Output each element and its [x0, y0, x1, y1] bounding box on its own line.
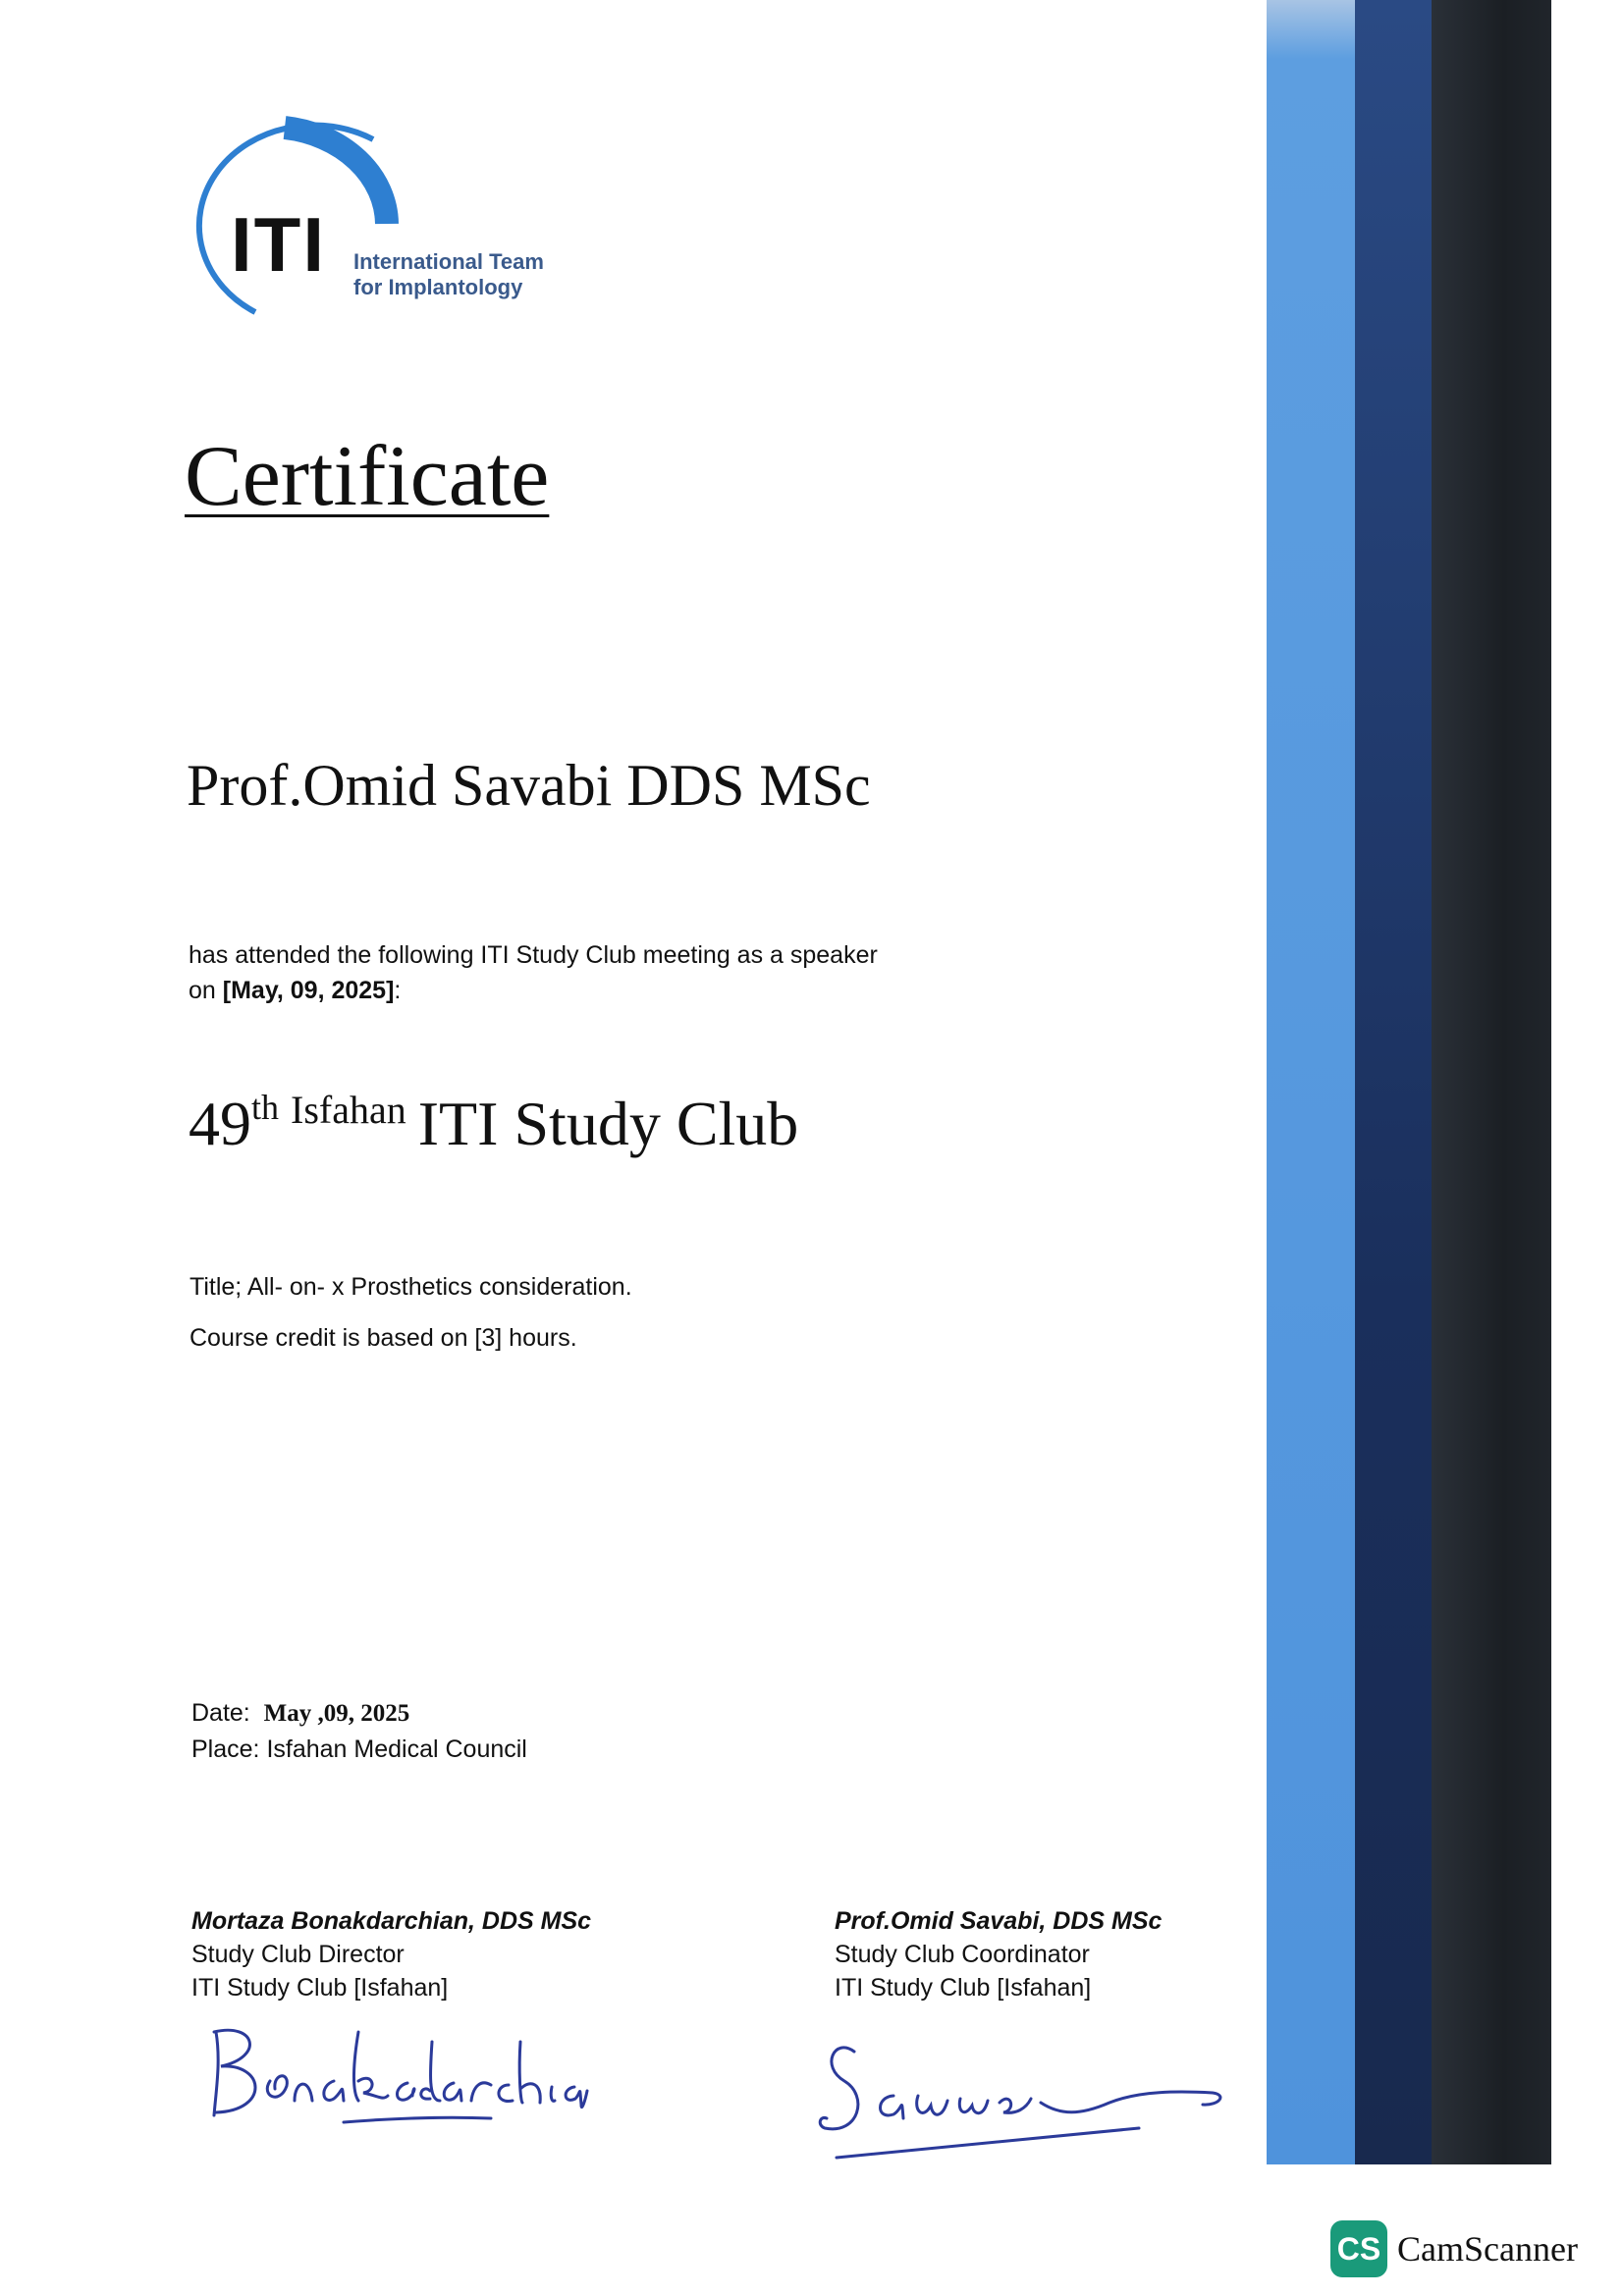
recipient-name: Prof.Omid Savabi DDS MSc [187, 753, 871, 818]
logo-line-2: for Implantology [353, 275, 523, 299]
signatory-director [191, 1904, 591, 2004]
attended-date-line [189, 973, 878, 1008]
signatory-role: Study Club Director [191, 1941, 405, 1968]
date-line [191, 1695, 527, 1732]
on-prefix: on [189, 977, 223, 1004]
course-title: Title; All- on- x Prosthetics consideration. [189, 1273, 632, 1301]
coordinator-signature-icon [815, 2012, 1227, 2160]
meeting-ordinal: th [251, 1088, 280, 1127]
meeting-number: 49 [189, 1089, 251, 1158]
on-suffix: : [394, 977, 402, 1004]
camscanner-logo-icon: CS [1330, 2220, 1387, 2277]
attended-line: has attended the following ITI Study Club meeting as a speaker [189, 941, 878, 969]
decorative-stripe-dark [1432, 0, 1551, 2164]
logo-line-1: International Team [353, 249, 544, 274]
attended-date: [May, 09, 2025] [222, 977, 395, 1004]
iti-logo [177, 116, 569, 322]
meeting-name: ITI Study Club [417, 1089, 799, 1158]
signatory-name: Prof.Omid Savabi, DDS MSc [835, 1907, 1163, 1935]
signatory-role: Study Club Coordinator [835, 1941, 1090, 1968]
certificate-title: Certificate [185, 429, 550, 524]
director-signature-icon [196, 2002, 589, 2130]
date-value: May ,09, 2025 [263, 1700, 410, 1727]
place-value: Isfahan Medical Council [266, 1735, 527, 1763]
course-credit: Course credit is based on [3] hours. [189, 1324, 577, 1352]
logo-mark: ITI [231, 201, 326, 288]
date-label: Date: [191, 1699, 250, 1727]
decorative-stripe-navy [1355, 0, 1432, 2164]
place-line [191, 1732, 527, 1767]
camscanner-label: CamScanner [1397, 2229, 1578, 2269]
course-details [189, 1261, 632, 1363]
signatory-club: ITI Study Club [Isfahan] [835, 1974, 1092, 2002]
logo-subtitle [353, 249, 544, 300]
meeting-title [189, 1088, 799, 1158]
camscanner-badge [1330, 2220, 1578, 2277]
signatory-name: Mortaza Bonakdarchian, DDS MSc [191, 1907, 592, 1935]
meeting-city: Isfahan [291, 1088, 406, 1132]
attendance-statement [189, 937, 878, 1008]
place-label: Place: [191, 1735, 260, 1763]
signatory-coordinator [835, 1904, 1162, 2004]
date-place [191, 1695, 527, 1767]
decorative-stripe-blue [1267, 0, 1355, 2164]
signatory-club: ITI Study Club [Isfahan] [191, 1974, 449, 2002]
